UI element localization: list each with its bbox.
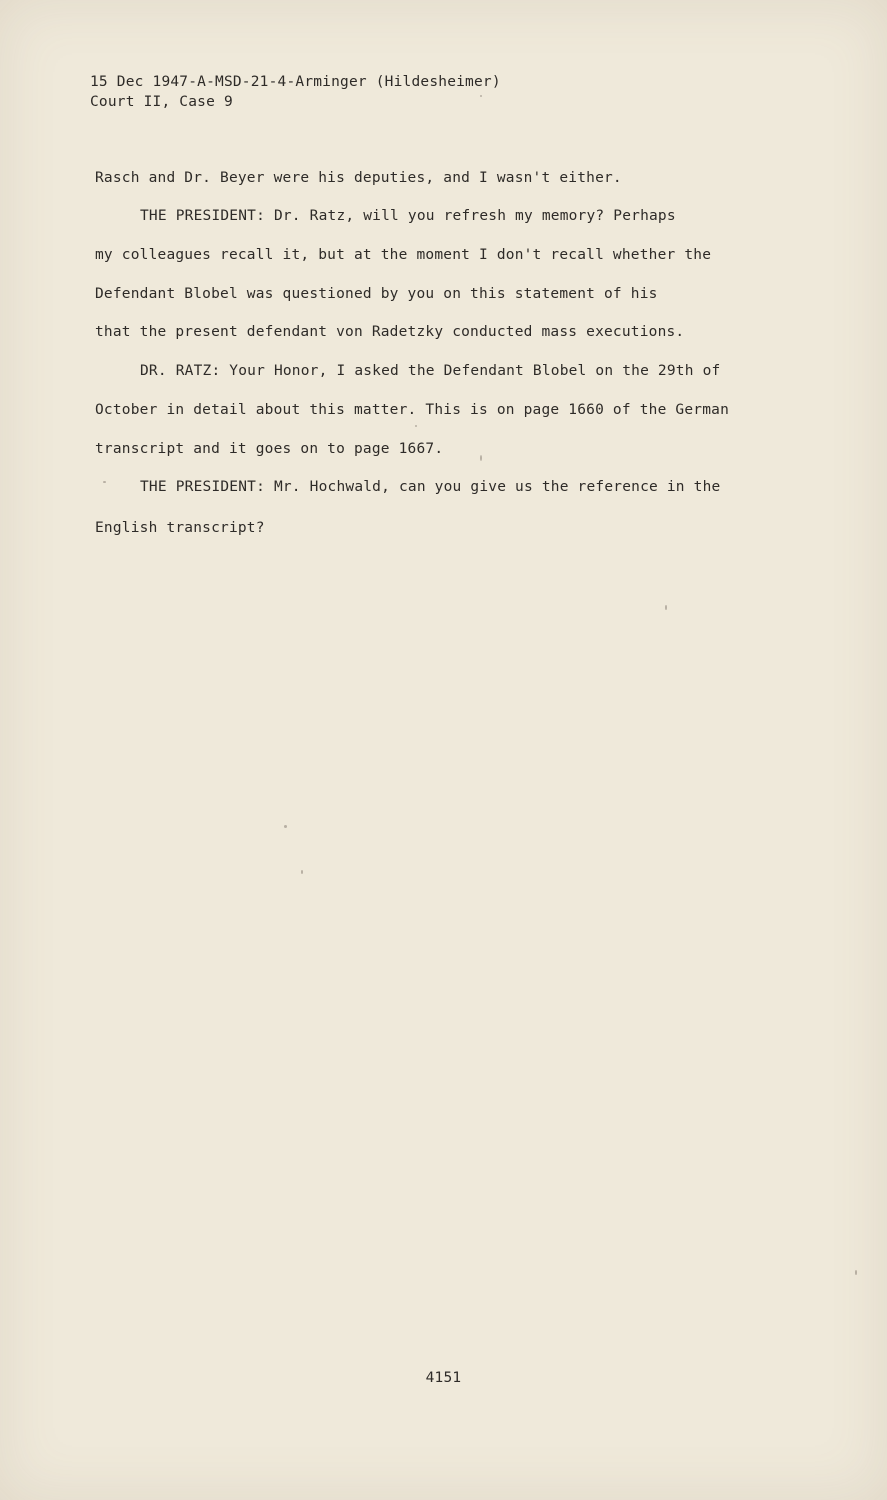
body-line-7: October in detail about this matter. This is on page 1660 of the German [95,402,730,418]
body-line-10: English transcript? [95,520,265,536]
paper-mark [480,95,482,97]
paper-mark [480,455,482,461]
page-number: 4151 [425,1370,462,1386]
paper-mark [665,605,667,610]
header-docket-line: 15 Dec 1947-A-MSD-21-4-Arminger (Hildesheimer) [90,74,501,90]
header-court-line: Court II, Case 9 [90,94,233,110]
paper-mark [284,825,287,828]
body-line-2: THE PRESIDENT: Dr. Ratz, will you refresh my memory? Perhaps [140,208,676,224]
body-line-5: that the present defendant von Radetzky conducted mass executions. [95,324,685,340]
paper-mark [855,1270,857,1275]
body-line-3: my colleagues recall it, but at the moment I don't recall whether the [95,247,712,263]
body-line-1: Rasch and Dr. Beyer were his deputies, and I wasn't either. [95,170,622,186]
paper-mark [415,425,417,427]
body-line-9: THE PRESIDENT: Mr. Hochwald, can you give us the reference in the [140,479,721,495]
paper-mark [103,481,106,483]
body-line-8: transcript and it goes on to page 1667. [95,441,444,457]
body-line-6: DR. RATZ: Your Honor, I asked the Defendant Blobel on the 29th of [140,363,721,379]
body-line-4: Defendant Blobel was questioned by you on this statement of his [95,286,658,302]
paper-mark [301,870,303,874]
